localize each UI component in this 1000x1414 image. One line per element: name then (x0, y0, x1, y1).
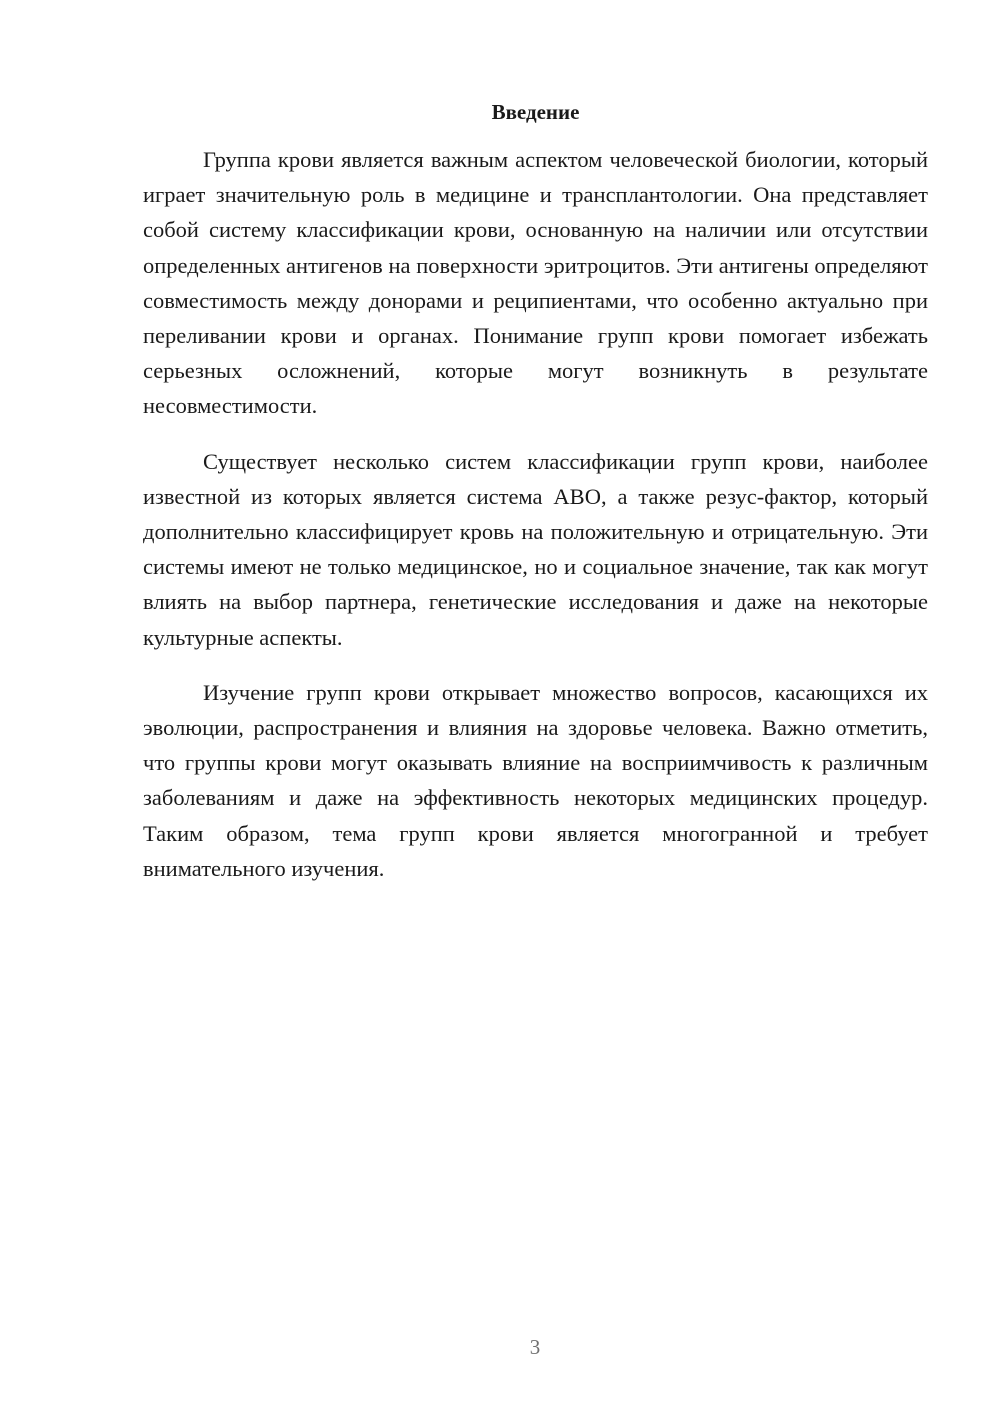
paragraph-2: Существует несколько систем классификации групп крови, наиболее известной из которых является система ABO, а также резус-фактор, который дополнительно классифицирует кровь на положительную и отрицательную. Эти системы имеют не только медицинское, но и социальное значение, так как могут влиять на выбор партнера, генетические исследования и даже на некоторые культурные аспекты. (143, 448, 928, 650)
paragraph-1: Группа крови является важным аспектом человеческой биологии, который играет значительную роль в медицине и трансплантологии. Она представляет собой систему классификации крови, основанную на наличии или отсутствии определенных антигенов на поверхности эритроцитов. Эти антигены определяют совместимость между донорами и реципиентами, что особенно актуально при переливании крови и органах. Понимание групп крови помогает избежать серьезных осложнений, которые могут возникнуть в результате несовместимости. (143, 147, 928, 419)
paragraph-3: Изучение групп крови открывает множество вопросов, касающихся их эволюции, распространения и влияния на здоровье человека. Важно отметить, что группы крови могут оказывать влияние на восприимчивость к различным заболеваниям и даже на эффективность некоторых медицинских процедур. Таким образом, тема групп крови является многогранной и требует внимательного изучения. (143, 679, 928, 881)
page-number: 3 (529, 1335, 541, 1359)
body-text (143, 142, 928, 906)
page-title: Введение (491, 100, 580, 124)
